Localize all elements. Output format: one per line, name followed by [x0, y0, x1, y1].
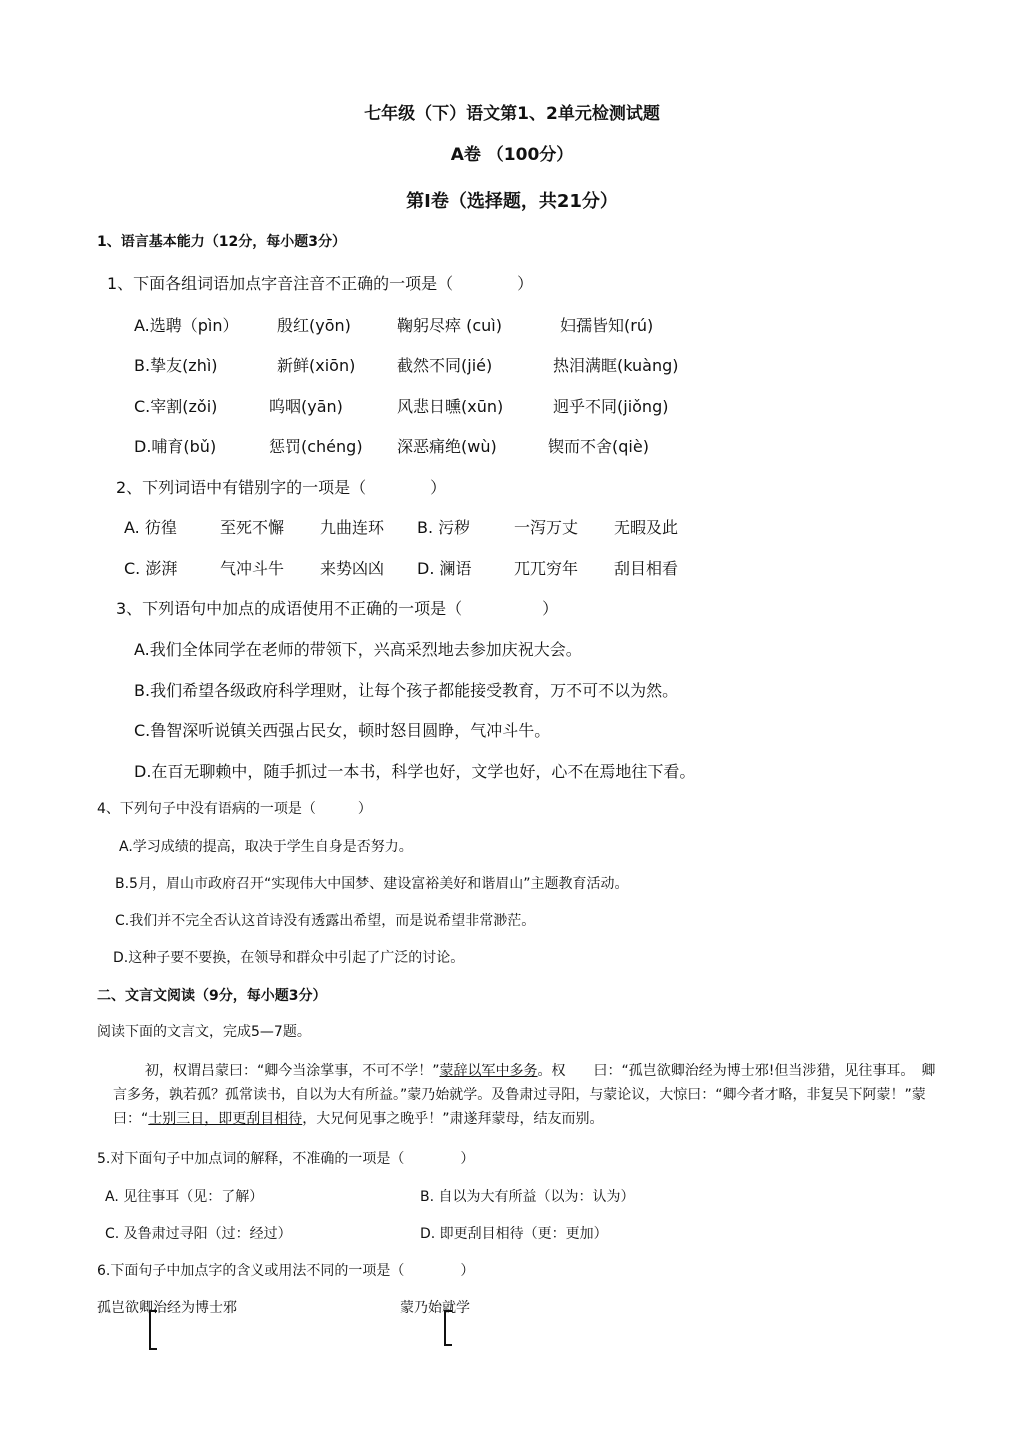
q1-d-2: 惩罚(chéng) — [269, 437, 363, 456]
q3-option-a: A.我们全体同学在老师的带领下，兴高采烈地去参加庆祝大会。 — [134, 640, 582, 659]
q6-sentence-right: 蒙乃始就学 — [400, 1300, 470, 1316]
q3-stem: 3、下列语句中加点的成语使用不正确的一项是（ ） — [116, 599, 559, 618]
q6-sentence-left: 孤岂欲卿治经为博士邪 — [97, 1300, 237, 1316]
q1-d-1: D.哺育(bǔ) — [134, 437, 217, 456]
paper-subtitle: A卷 （100分） — [450, 145, 574, 165]
q2-word: 九曲连环 — [320, 518, 385, 537]
q5-stem: 5.对下面句子中加点词的解释，不准确的一项是（ ） — [97, 1151, 475, 1167]
q1-c-3: 风悲日曛(xūn) — [397, 397, 504, 416]
q2-word: 一泻万丈 — [514, 518, 579, 537]
q2-row-1 — [124, 515, 678, 538]
q2-word: 至死不懈 — [220, 518, 285, 537]
passage-underlined: 蒙辞以军中多务 — [439, 1063, 538, 1079]
q2-opt-c: C. 澎湃 — [124, 559, 178, 578]
q6-stem: 6.下面句子中加点字的含义或用法不同的一项是（ ） — [97, 1263, 475, 1279]
q1-a-2: 殷红(yōn) — [277, 316, 351, 335]
q1-row-c — [134, 394, 668, 417]
page-title: 七年级（下）语文第1、2单元检测试题 — [364, 104, 660, 124]
part-heading: 第Ⅰ卷（选择题，共21分） — [406, 191, 618, 212]
q1-c-2: 呜咽(yān) — [269, 397, 343, 416]
q1-c-1: C.宰割(zǒi) — [134, 397, 218, 416]
q1-b-2: 新鲜(xiōn) — [277, 356, 356, 375]
q1-a-3: 鞠躬尽瘁 (cuì) — [397, 316, 502, 335]
q2-word: 无暇及此 — [614, 518, 679, 537]
q2-opt-b: B. 污秽 — [417, 518, 471, 537]
q5-option-b: B. 自以为大有所益（以为：认为） — [420, 1189, 635, 1205]
q1-b-4: 热泪满眶(kuàng) — [553, 356, 679, 375]
q1-d-3: 深恶痛绝(wù) — [397, 437, 497, 456]
q1-a-4: 妇孺皆知(rú) — [560, 316, 654, 335]
right-brace-bracket — [444, 1310, 452, 1346]
left-brace-bracket — [149, 1310, 157, 1350]
q1-a-1: A.选聘（pìn） — [134, 316, 239, 335]
q2-word: 刮目相看 — [614, 559, 679, 578]
section2-heading: 二、文言文阅读（9分，每小题3分） — [97, 988, 327, 1004]
section1-heading: 1、语言基本能力（12分，每小题3分） — [97, 234, 346, 250]
q1-stem: 1、下面各组词语加点字音注音不正确的一项是（ ） — [107, 274, 534, 293]
q2-opt-a: A. 彷徨 — [124, 518, 177, 537]
q1-b-1: B.挚友(zhì) — [134, 356, 218, 375]
passage-underlined: 士别三日，即更刮目相待 — [148, 1111, 303, 1127]
q4-option-c: C.我们并不完全否认这首诗没有透露出希望，而是说希望非常渺茫。 — [115, 913, 536, 929]
q2-stem: 2、下列词语中有错别字的一项是（ ） — [116, 478, 447, 497]
q1-b-3: 截然不同(jié) — [397, 356, 493, 375]
q5-option-d: D. 即更刮目相待（更：更加） — [420, 1226, 608, 1242]
q5-option-c: C. 及鲁肃过寻阳（过：经过） — [105, 1226, 292, 1242]
q4-option-d: D.这种子要不要换，在领导和群众中引起了广泛的讨论。 — [113, 950, 465, 966]
q4-stem: 4、下列句子中没有语病的一项是（ ） — [97, 801, 372, 817]
q5-option-a: A. 见往事耳（见：了解） — [105, 1189, 264, 1205]
q4-option-b: B.5月，眉山市政府召开“实现伟大中国梦、建设富裕美好和谐眉山”主题教育活动。 — [115, 876, 629, 892]
q3-option-d: D.在百无聊赖中，随手抓过一本书，科学也好，文学也好，心不在焉地往下看。 — [134, 762, 696, 781]
passage-text: 。权 曰：“孤岂欲卿治经为博士邪!但当涉猎，见往事耳。 卿言多务，孰若孤？孤常读书，自以为大有所益。”蒙乃始就学。及鲁肃过寻阳，与蒙论议，大惊曰：“卿今者才略，非复吴下阿蒙！”蒙曰：“ — [113, 1063, 936, 1127]
q2-word: 兀兀穷年 — [514, 559, 579, 578]
q2-word: 气冲斗牛 — [220, 559, 285, 578]
q4-option-a: A.学习成绩的提高，取决于学生自身是否努力。 — [119, 839, 413, 855]
q1-row-b — [134, 353, 679, 376]
classical-passage — [113, 1059, 943, 1131]
q2-opt-d: D. 澜语 — [417, 559, 472, 578]
passage-text: 初，权谓吕蒙曰：“卿今当涂掌事，不可不学！” — [145, 1063, 440, 1079]
q3-option-c: C.鲁智深听说镇关西强占民女，顿时怒目圆睁，气冲斗牛。 — [134, 721, 551, 740]
q2-word: 来势凶凶 — [320, 559, 385, 578]
passage-text: ，大兄何见事之晚乎！”肃遂拜蒙母，结友而别。 — [302, 1111, 604, 1127]
q1-row-a — [134, 313, 653, 336]
q1-d-4: 锲而不舍(qiè) — [548, 437, 649, 456]
q1-row-d — [134, 434, 649, 457]
q1-c-4: 迥乎不同(jiǒng) — [553, 397, 669, 416]
reading-instruction: 阅读下面的文言文，完成5—7题。 — [97, 1024, 311, 1040]
q2-row-2 — [124, 556, 678, 579]
q3-option-b: B.我们希望各级政府科学理财，让每个孩子都能接受教育，万不可不以为然。 — [134, 681, 679, 700]
